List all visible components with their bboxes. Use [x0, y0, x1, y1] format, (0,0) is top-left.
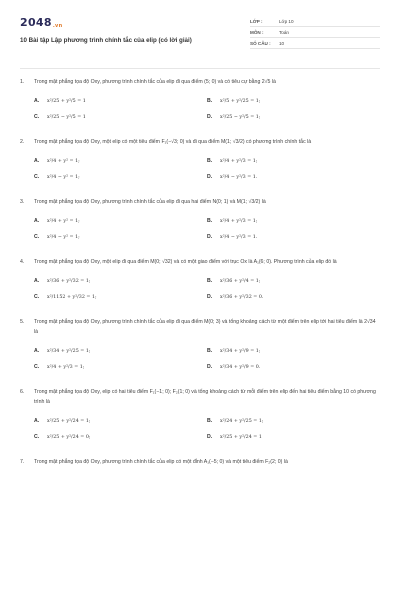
document-title: 10 Bài tập Lập phương trình chính tắc của elip (có lời giải) [20, 37, 192, 44]
question-body: Trong mặt phẳng tọa độ Oxy, elip có hai tiêu điểm F₁(−1; 0); F₂(1; 0) và tổng khoảng cách từ mỗi điểm trên elip đến hai tiêu điểm bằng 10 có phương trình là [34, 389, 376, 405]
question-number: 2. [20, 139, 25, 145]
answer-value: x²/34 + y²/25 = 1; [47, 348, 91, 354]
answer-option[interactable] [34, 114, 207, 120]
answer-letter: D. [207, 234, 213, 240]
answer-letter: C. [34, 114, 40, 120]
answer-value: x²/36 + y²/32 = 0. [220, 294, 264, 300]
answer-value: x²/25 + y²/5 = 1 [47, 98, 86, 104]
answer-letter: B. [207, 418, 213, 424]
question-text [20, 137, 380, 147]
meta-label: MÔN : [250, 29, 264, 35]
answer-option[interactable] [207, 434, 380, 440]
answer-option[interactable] [207, 174, 380, 180]
answer-letter: A. [34, 218, 40, 224]
answer-option[interactable] [207, 234, 380, 240]
question-body: Trong mặt phẳng tọa độ Oxy, phương trình chính tắc của elip đi qua hai điểm N(0; 1) và M(1; √3/2) là [34, 199, 266, 205]
answer-row [34, 93, 380, 109]
answer-row [34, 213, 380, 229]
question-text [20, 197, 380, 207]
answer-option[interactable] [34, 364, 207, 370]
answer-letter: B. [207, 218, 213, 224]
answer-value: x²/4 − y²/3 = 1. [220, 234, 258, 240]
question-text [20, 387, 380, 407]
answer-value: x²/24 + y²/25 = 1; [220, 418, 264, 424]
answer-row [34, 359, 380, 375]
answer-option[interactable] [34, 278, 207, 284]
answer-options [20, 343, 380, 375]
answer-letter: B. [207, 278, 213, 284]
question-list [20, 77, 380, 467]
meta-label: LỚP : [250, 18, 263, 24]
answer-option[interactable] [34, 294, 207, 300]
meta-row-subject [250, 27, 380, 38]
answer-option[interactable] [34, 234, 207, 240]
meta-info [250, 14, 380, 56]
meta-row-count [250, 38, 380, 49]
answer-row [34, 289, 380, 305]
answer-value: x²/25 − y²/5 = 1 [47, 114, 86, 120]
answer-letter: D. [207, 114, 213, 120]
answer-row [34, 153, 380, 169]
answer-letter: A. [34, 98, 40, 104]
answer-row [34, 429, 380, 445]
answer-option[interactable] [207, 294, 380, 300]
answer-option[interactable] [34, 348, 207, 354]
answer-value: x²/4 − y² = 1; [47, 234, 80, 240]
answer-letter: D. [207, 434, 213, 440]
answer-option[interactable] [207, 278, 380, 284]
answer-row [34, 413, 380, 429]
answer-value: x²/25 + y²/24 = 1; [47, 418, 91, 424]
meta-value: Toán [279, 29, 289, 35]
answer-value: x²/5 + y²/25 = 1; [220, 98, 261, 104]
answer-letter: C. [34, 294, 40, 300]
answer-letter: D. [207, 364, 213, 370]
header-divider [20, 68, 380, 69]
answer-letter: A. [34, 418, 40, 424]
answer-value: x²/34 + y²/9 = 1; [220, 348, 261, 354]
answer-value: x²/4 + y²/3 = 1; [47, 364, 85, 370]
answer-letter: C. [34, 364, 40, 370]
answer-value: x²/4 − y² = 1; [47, 174, 80, 180]
answer-options [20, 153, 380, 185]
answer-option[interactable] [207, 348, 380, 354]
question-item [20, 77, 380, 125]
answer-row [34, 273, 380, 289]
question-item [20, 257, 380, 305]
question-item [20, 387, 380, 445]
question-body: Trong mặt phẳng tọa độ Oxy, một elip đi qua điểm M(0; √32) và có một giao điểm với trục Ox là A₁(6; 0). Phương trình của elip đó là [34, 259, 337, 265]
answer-letter: B. [207, 348, 213, 354]
answer-option[interactable] [207, 158, 380, 164]
answer-row [34, 343, 380, 359]
answer-option[interactable] [207, 114, 380, 120]
question-item [20, 457, 380, 467]
answer-option[interactable] [207, 418, 380, 424]
answer-value: x²/4 + y² = 1; [47, 158, 80, 164]
meta-row-class [250, 16, 380, 27]
question-number: 4. [20, 259, 25, 265]
question-body: Trong mặt phẳng tọa độ Oxy, phương trình chính tắc của elip đi qua điểm (5; 0) và có tiêu cự bằng 2√5 là [34, 79, 276, 85]
question-body: Trong mặt phẳng tọa độ Oxy, một elip có một tiêu điểm F₁(−√3; 0) và đi qua điểm M(1; √3/2) có phương trình chính tắc là [34, 139, 312, 145]
answer-letter: C. [34, 174, 40, 180]
site-logo[interactable]: 2048.vn [20, 16, 63, 29]
question-text [20, 257, 380, 267]
question-text [20, 457, 380, 467]
answer-letter: C. [34, 234, 40, 240]
answer-value: x²/36 + y²/4 = 1; [220, 278, 261, 284]
question-text [20, 77, 380, 87]
answer-row [34, 169, 380, 185]
page-header [20, 14, 380, 56]
question-number: 7. [20, 459, 25, 465]
answer-letter: A. [34, 278, 40, 284]
answer-option[interactable] [207, 98, 380, 104]
question-body: Trong mặt phẳng tọa độ Oxy, phương trình chính tắc của elip đi qua điểm M(0; 3) và tổng khoảng cách từ một điểm trên elip tới hai tiêu điểm là 2√34 là [34, 319, 376, 335]
answer-value: x²/4 + y² = 1; [47, 218, 80, 224]
answer-letter: A. [34, 158, 40, 164]
answer-value: x²/1152 + y²/32 = 1; [47, 294, 97, 300]
answer-letter: D. [207, 294, 213, 300]
answer-letter: B. [207, 158, 213, 164]
answer-value: x²/36 + y²/32 = 1; [47, 278, 91, 284]
meta-value: Lớp 10 [279, 18, 294, 24]
question-number: 6. [20, 389, 25, 395]
answer-option[interactable] [34, 418, 207, 424]
question-number: 1. [20, 79, 25, 85]
answer-value: x²/25 − y²/5 = 1; [220, 114, 261, 120]
question-body: Trong mặt phẳng tọa độ Oxy, phương trình chính tắc của elip có một đỉnh A₁(−5; 0) và một tiêu điểm F₂(2; 0) là [34, 459, 288, 465]
answer-option[interactable] [207, 364, 380, 370]
answer-value: x²/4 + y²/3 = 1; [220, 158, 258, 164]
meta-label: SỐ CÂU : [250, 40, 271, 46]
answer-value: x²/25 + y²/24 = 1 [220, 434, 262, 440]
question-number: 5. [20, 319, 25, 325]
answer-value: x²/4 + y²/3 = 1; [220, 218, 258, 224]
question-item [20, 317, 380, 375]
answer-value: x²/4 − y²/3 = 1. [220, 174, 258, 180]
meta-value: 10 [279, 40, 285, 46]
question-item [20, 137, 380, 185]
answer-letter: D. [207, 174, 213, 180]
answer-letter: C. [34, 434, 40, 440]
answer-value: x²/34 + y²/9 = 0. [220, 364, 261, 370]
answer-value: x²/25 + y²/24 = 0; [47, 434, 91, 440]
answer-row [34, 229, 380, 245]
answer-option[interactable] [34, 218, 207, 224]
question-item [20, 197, 380, 245]
question-text [20, 317, 380, 337]
answer-row [34, 109, 380, 125]
answer-options [20, 213, 380, 245]
answer-option[interactable] [34, 98, 207, 104]
answer-letter: A. [34, 348, 40, 354]
answer-options [20, 273, 380, 305]
brand-column [20, 14, 250, 56]
answer-option[interactable] [34, 434, 207, 440]
answer-letter: B. [207, 98, 213, 104]
answer-options [20, 93, 380, 125]
question-number: 3. [20, 199, 25, 205]
answer-options [20, 413, 380, 445]
answer-option[interactable] [34, 174, 207, 180]
answer-option[interactable] [207, 218, 380, 224]
answer-option[interactable] [34, 158, 207, 164]
